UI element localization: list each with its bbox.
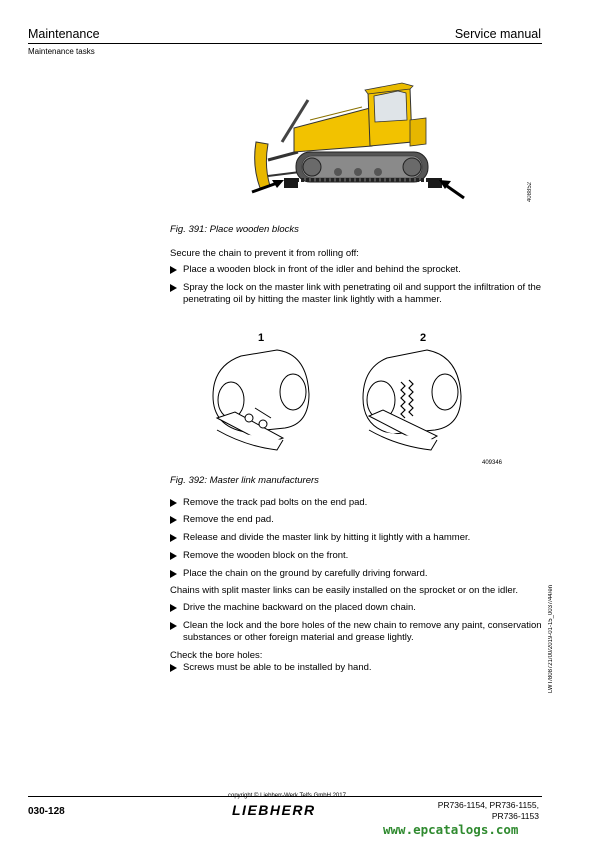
figure1-caption: Fig. 391: Place wooden blocks xyxy=(170,224,299,235)
arrow-bullet-icon xyxy=(170,284,177,292)
arrow-bullet-icon xyxy=(170,622,177,630)
arrow-bullet-icon xyxy=(170,570,177,578)
list-item: Release and divide the master link by hitting it lightly with a hammer. xyxy=(170,532,548,544)
arrow-bullet-icon xyxy=(170,604,177,612)
list-item: Clean the lock and the bore holes of the new chain to remove any paint, conservation substances or other foreign material and grease lightly. xyxy=(170,620,548,644)
figure2-label-1: 1 xyxy=(258,332,265,344)
arrow-bullet-icon xyxy=(170,499,177,507)
master-link-figure xyxy=(205,346,495,456)
figure2-caption: Fig. 392: Master link manufacturers xyxy=(170,475,319,486)
model-list xyxy=(424,800,539,822)
list-item: Remove the end pad. xyxy=(170,514,548,526)
check-heading: Check the bore holes: xyxy=(170,650,263,661)
figure2-label-2: 2 xyxy=(420,332,427,344)
arrow-bullet-icon xyxy=(170,552,177,560)
copyright: copyright © Liebherr-Werk Telfs GmbH 2017 xyxy=(228,793,346,799)
website-link[interactable]: www.epcatalogs.com xyxy=(383,822,519,837)
arrow-bullet-icon xyxy=(170,266,177,274)
list-item: Remove the wooden block on the front. xyxy=(170,550,548,562)
header-rule xyxy=(28,43,542,44)
arrow-bullet-icon xyxy=(170,534,177,542)
intro-text: Secure the chain to prevent it from rolling off: xyxy=(170,248,359,259)
arrow-bullet-icon xyxy=(170,516,177,524)
page-number: 030-128 xyxy=(28,806,65,817)
list-item: Place a wooden block in front of the idler and behind the sprocket. xyxy=(170,264,548,276)
list-item: Spray the lock on the master link with penetrating oil and support the infiltration of the penetrating oil by hitting the master link lightly with a hammer. xyxy=(170,282,548,306)
list-item: Remove the track pad bolts on the end pad. xyxy=(170,497,548,509)
model-line-2: PR736-1153 xyxy=(491,811,539,821)
split-link-note: Chains with split master links can be easily installed on the sprocket or on the idler. xyxy=(170,585,518,596)
dozer-figure xyxy=(250,80,525,210)
model-line-1: PR736-1154, PR736-1155, xyxy=(437,800,539,810)
header-subsection: Maintenance tasks xyxy=(28,47,95,56)
liebherr-logo: LIEBHERR xyxy=(232,802,316,818)
figure1-id: 408852 xyxy=(527,182,533,203)
header-doc-type: Service manual xyxy=(454,27,541,41)
figure2-id: 409346 xyxy=(482,460,503,466)
list-item: Place the chain on the ground by carefully driving forward. xyxy=(170,568,548,580)
list-item: Drive the machine backward on the placed down chain. xyxy=(170,602,548,614)
header-section: Maintenance xyxy=(28,27,100,41)
list-item: Screws must be able to be installed by hand. xyxy=(170,662,548,674)
document-id-vertical: LWT/808721/00/2019-01-15_0037/44/en xyxy=(548,585,554,693)
arrow-bullet-icon xyxy=(170,664,177,672)
